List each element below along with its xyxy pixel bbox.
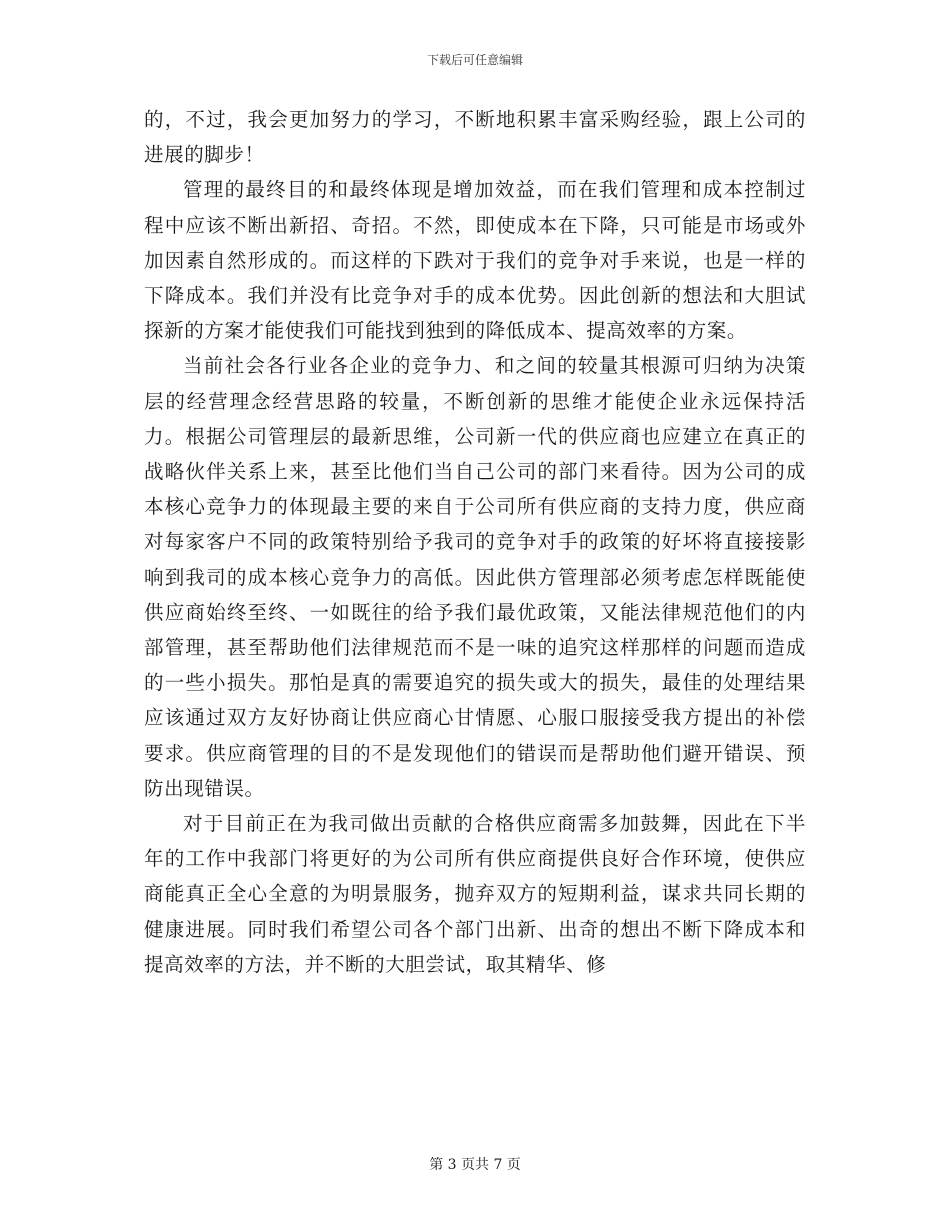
- paragraph-4: 对于目前正在为我司做出贡献的合格供应商需多加鼓舞，因此在下半年的工作中我部门将更好的为公司所有供应商提供良好合作环境，使供应商能真正全心全意的为明景服务，抛弃双方的短期利益，谋求共同长期的健康进展。同时我们希望公司各个部门出新、出奇的想出不断下降成本和提高效率的方法，并不断的大胆尝试，取其精华、修: [144, 812, 806, 976]
- page-header: 下载后可任意编辑: [426, 53, 523, 67]
- page-footer: 第 3 页共 7 页: [429, 1157, 521, 1173]
- document-body: [144, 102, 806, 982]
- paragraph-3: 当前社会各行业各企业的竞争力、和之间的较量其根源可归纳为决策层的经营理念经营思路的较量，不断创新的思维才能使企业永远保持活力。根据公司管理层的最新思维，公司新一代的供应商也应建立在真正的战略伙伴关系上来，甚至比他们当自己公司的部门来看待。因为公司的成本核心竞争力的体现最主要的来自于公司所有供应商的支持力度，供应商对每家客户不同的政策特别给予我司的竞争对手的政策的好坏将直接接影响到我司的成本核心竞争力的高低。因此供方管理部必须考虑怎样既能使供应商始终至终、一如既往的给予我们最优政策，又能法律规范他们的内部管理，甚至帮助他们法律规范而不是一味的追究这样那样的问题而造成的一些小损失。那怕是真的需要追究的损失或大的损失，最佳的处理结果应该通过双方友好协商让供应商心甘情愿、心服口服接受我方提出的补偿要求。供应商管理的目的不是发现他们的错误而是帮助他们避开错误、预防出现错误。: [144, 354, 806, 800]
- paragraph-2: 管理的最终目的和最终体现是增加效益，而在我们管理和成本控制过程中应该不断出新招、奇招。不然，即使成本在下降，只可能是市场或外加因素自然形成的。而这样的下跌对于我们的竞争对手来说，也是一样的下降成本。我们并没有比竞争对手的成本优势。因此创新的想法和大胆试探新的方案才能使我们可能找到独到的降低成本、提高效率的方案。: [144, 178, 806, 343]
- paragraph-1: 的，不过，我会更加努力的学习，不断地积累丰富采购经验，跟上公司的进展的脚步！: [144, 108, 806, 167]
